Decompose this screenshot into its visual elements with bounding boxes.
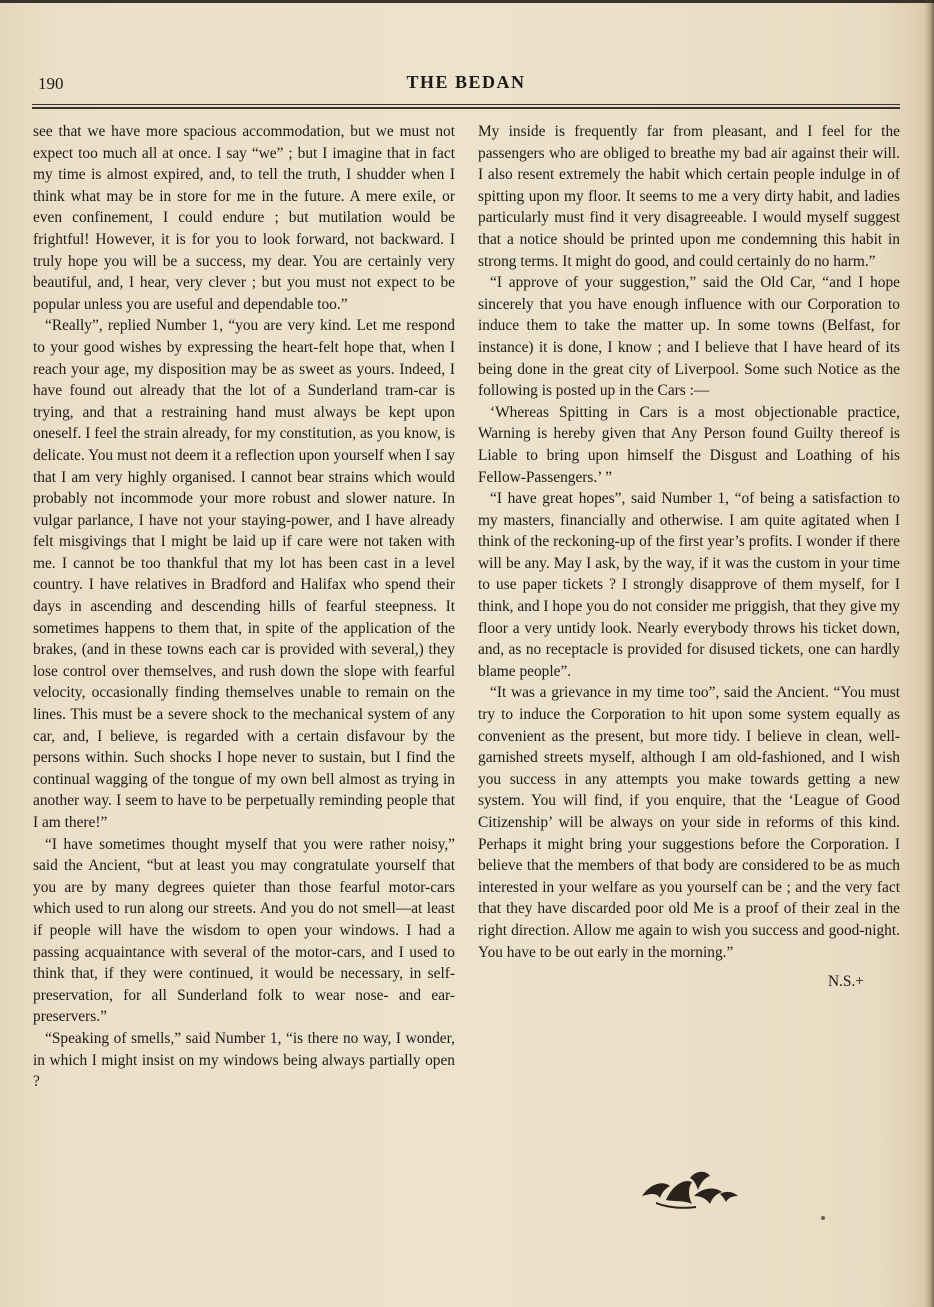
header-rule-thin	[32, 104, 900, 105]
header-rule-thick	[32, 107, 900, 109]
paragraph: “Speaking of smells,” said Number 1, “is there no way, I wonder, in which I might insist on my windows being always partially open ?	[33, 1029, 455, 1091]
page-binding-shadow	[924, 0, 934, 1307]
right-column	[478, 121, 900, 993]
author-signature: N.S.+	[827, 973, 864, 991]
paragraph: see that we have more spacious accommodation, but we must not expect too much all at once. I say “we” ; but I imagine that in fact my time is almost expired, and, to tell the truth, I shudder when I think what may be in store for me in the future. A mere exile, or even confinement, I could endure ; but mutilation would be frightful! However, it is for you to look forward, not backward. I truly hope you will be a success, my dear. You are certainly very beautiful, and, I hear, very clever ; but you must not expect to be popular unless you are useful and dependable too.”	[33, 123, 455, 313]
paragraph: “I have great hopes”, said Number 1, “of being a satisfaction to my masters, financially and otherwise. I am quite agitated when I think of the reckoning-up of the first year’s profits. I wonder if there will be any. May I ask, by the way, if it was the custom in your time to use paper tickets ? I strongly disapprove of them myself, for I think, and I hope you do not consider me priggish, that they give my floor a very untidy look. Nearly everybody throws his ticket down, and, as no receptacle is provided for disused tickets, one can hardly blame people”.	[478, 490, 900, 680]
running-header	[32, 70, 900, 100]
paragraph: “I have sometimes thought myself that you were rather noisy,” said the Ancient, “but at least you may congratulate yourself that you are by many degrees quieter than those fearful motor-cars which used to run along our streets. And you do not smell—at least if people will have the wisdom to open your windows. I had a passing acquaintance with several of the motor-cars, and I used to think that, if they were continued, it would be necessary, in self-preservation, for all Sunderland folk to wear nose- and ear-preservers.”	[33, 835, 455, 1026]
paragraph: “I approve of your suggestion,” said the Old Car, “and I hope sincerely that you have enough influence with our Corporation to induce them to take the matter up. In some towns (Belfast, for instance) it is done, I know ; and I believe that I have heard of its being done in the great city of Liverpool. Some such Notice as the following is posted up in the Cars :—	[478, 274, 900, 400]
paragraph: “Really”, replied Number 1, “you are very kind. Let me respond to your good wishes by expressing the heart-felt hope that, when I reach your age, my disposition may be as sweet as yours. Indeed, I have found out already that the lot of a Sunderland tram-car is trying, and that a restraining hand must always be kept upon oneself. I feel the strain already, for my constitution, as you know, is delicate. You must not deem it a reflection upon yourself when I say that I am very highly organised. I cannot bear strains which would probably not incommode your more robust and slower nature. In vulgar parlance, I have not your staying-power, and I have already felt misgivings that I might be laid up if care were not taken with me. I cannot be too thankful that my lot has been cast in a level country. I have relatives in Bradford and Halifax who spend their days in ascending and descending hills of fearful steepness. It sometimes happens to them that, in spite of the application of the brakes, (and in these towns each car is provided with several,) they lose control over themselves, and rush down the slope with fearful velocity, occasionally finding themselves unable to remain on the lines. This must be a severe shock to the mechanical system of any car, and, I believe, is regarded with a certain disfavour by the persons within. Such shocks I hope never to sustain, but I find the continual wagging of the tongue of my own bell almost as trying in another way. I seem to have to be perpetually reminding people that I am there!”	[33, 317, 455, 831]
ink-speck	[821, 1216, 825, 1220]
running-title: THE BEDAN	[406, 72, 526, 92]
paragraph: My inside is frequently far from pleasant, and I feel for the passengers who are obliged to breathe my bad air against their will. I also resent extremely the habit which certain people indulge in of spitting upon my floor. It seems to me a very dirty habit, and ladies particularly must find it very disagreeable. I would myself suggest that a notice should be printed upon me condemning this habit in strong terms. It might do good, and could certainly do no harm.”	[478, 123, 900, 270]
paragraph: ‘Whereas Spitting in Cars is a most objectionable practice, Warning is hereby given that Any Person found Guilty thereof is Liable to bring upon himself the Disgust and Loathing of his Fellow-Passengers.’ ”	[478, 403, 900, 486]
page-top-edge	[0, 0, 934, 3]
page-number: 190	[38, 74, 64, 93]
paragraph: “It was a grievance in my time too”, said the Ancient. “You must try to induce the Corporation to hit upon some system equally as convenient as the present, but more tidy. I believe in clean, well-garnished streets myself, although I am old-fashioned, and I wish you success in any attempts you make towards getting a new system. You will find, if you enquire, that the ‘League of Good Citizenship’ will be always on your side in reforms of this kind. Perhaps it might bring your suggestions before the Corporation. I believe that the members of that body are considered to be as much interested in your welfare as you yourself can be ; and the very fact that they have discarded poor old Me is a proof of their zeal in the right direction. Allow me again to wish you success and good-night. You have to be out early in the morning.”	[478, 684, 900, 961]
left-column	[33, 121, 455, 1093]
floral-ornament-icon	[636, 1166, 740, 1212]
